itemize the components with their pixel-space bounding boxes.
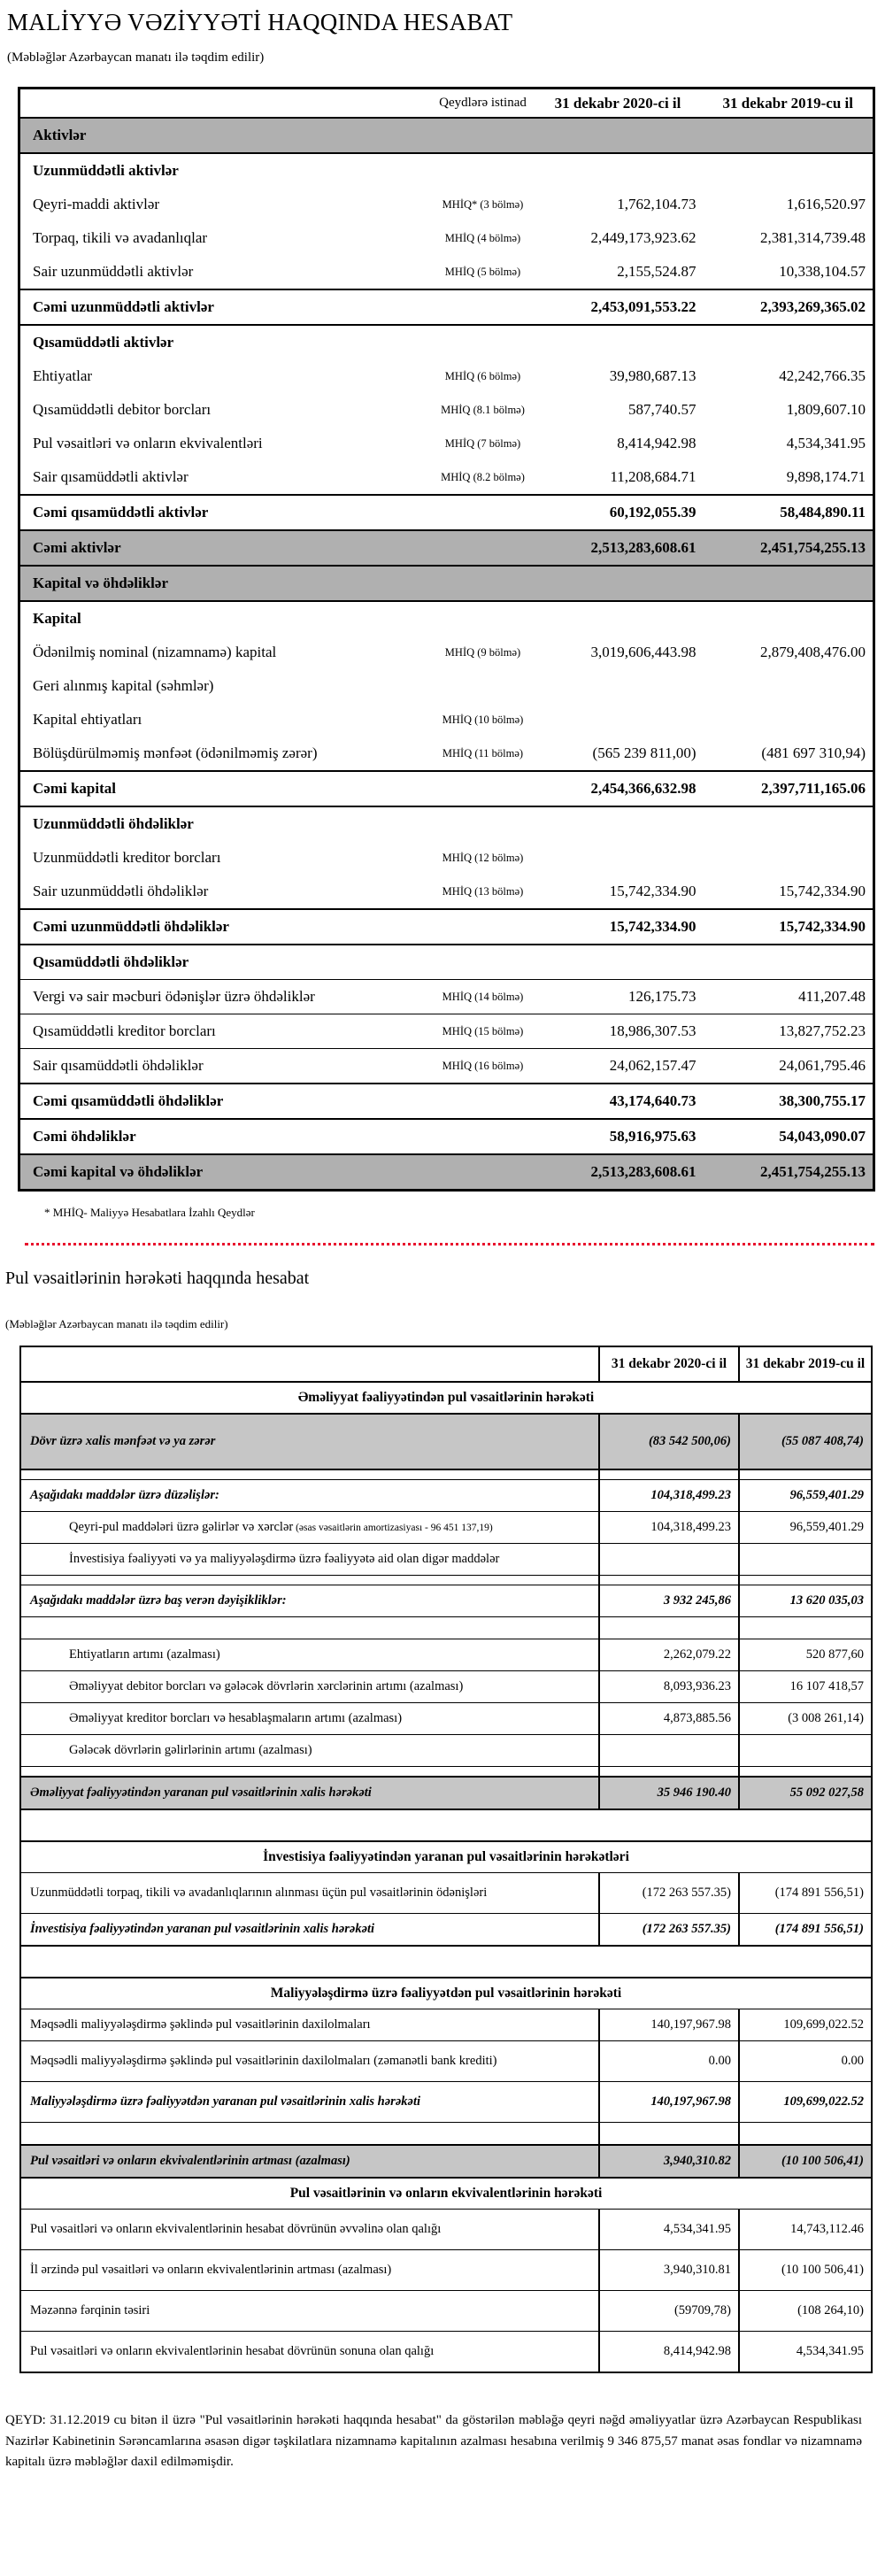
cash-flow-row: [20, 2041, 872, 2082]
cash-flow-row: [20, 1777, 872, 1809]
value-2020: 104,318,499.23: [599, 1480, 739, 1512]
row-label: Uzunmüddətli aktivlər: [33, 162, 179, 180]
note-ref: [434, 1119, 533, 1154]
note-ref: [434, 669, 533, 703]
balance-sheet-row: [19, 221, 874, 255]
table-gap: [20, 1946, 872, 1978]
row-label: Qısamüddətli öhdəliklər: [33, 953, 189, 971]
cash-flow-row: [20, 1946, 872, 1978]
row-label: Qeyri-pul maddələri üzrə gəlirlər və xərclər (əsas vəsaitlərin amortizasiyası - 96 451 137,19): [20, 1512, 599, 1544]
value-2020: 15,742,334.90: [533, 909, 704, 945]
cash-flow-row: [20, 2145, 872, 2178]
row-label: İl ərzində pul vəsaitləri və onların ekvivalentlərinin artması (azalması): [20, 2250, 599, 2291]
value-2019: 4,534,341.95: [739, 2332, 872, 2373]
note-ref: [434, 601, 533, 636]
value-2019: 10,338,104.57: [779, 263, 866, 281]
value-2019: [739, 1544, 872, 1576]
row-label: Qısamüddətli kreditor borcları: [19, 1014, 434, 1049]
value-2019: 1,809,607.10: [786, 401, 866, 419]
cash-flow-table: [19, 1346, 873, 2373]
balance-sheet-row: [19, 841, 874, 875]
section-label: Pul vəsaitlərinin və onların ekvivalentlərinin hərəkəti: [20, 2178, 872, 2210]
balance-sheet-row: [19, 636, 874, 669]
value-2020: 0.00: [599, 2041, 739, 2082]
note-ref: MHİQ (8.2 bölmə): [441, 470, 525, 483]
balance-sheet-row: [19, 153, 874, 188]
value-2020: 3 932 245,86: [599, 1585, 739, 1617]
column-header-2019: 31 dekabr 2019-cu il: [704, 89, 874, 119]
value-2020: 24,062,157.47: [533, 1049, 704, 1084]
value-2020: [533, 703, 704, 737]
spacer-cell: [739, 1617, 872, 1639]
row-label: Cəmi kapital: [19, 771, 434, 806]
value-2020: 2,449,173,923.62: [590, 229, 696, 247]
value-2019: (481 697 310,94): [761, 744, 866, 762]
row-label: Vergi və sair məcburi ödənişlər üzrə öhdəliklər: [19, 980, 434, 1014]
note-ref: [434, 289, 533, 325]
value-2020: 4,873,885.56: [599, 1703, 739, 1735]
note-ref: [434, 153, 533, 188]
value-2019: 109,699,022.52: [739, 2009, 872, 2041]
value-2020: [533, 601, 704, 636]
cash-flow-row: [20, 1639, 872, 1671]
section-label: Kapital və öhdəliklər: [19, 566, 874, 601]
cash-flow-row: [20, 1767, 872, 1778]
cash-flow-title: Pul vəsaitlərinin hərəkəti haqqında hesabat: [5, 1269, 310, 1289]
balance-sheet-row: [19, 1014, 874, 1049]
row-label: Aşağıdakı maddələr üzrə düzəlişlər:: [20, 1480, 599, 1512]
section-label: Əməliyyat fəaliyyətindən pul vəsaitlərinin hərəkəti: [20, 1382, 872, 1414]
balance-sheet-row: [19, 530, 874, 566]
balance-sheet-row: [19, 875, 874, 909]
spacer-cell: [739, 1767, 872, 1778]
balance-sheet-row: [19, 1154, 874, 1191]
page-subtitle: (Məbləğlər Azərbaycan manatı ilə təqdim edilir): [7, 50, 265, 65]
value-2020: (565 239 811,00): [592, 744, 696, 762]
balance-sheet-row: [19, 703, 874, 737]
value-2019: 0.00: [739, 2041, 872, 2082]
value-2020: [599, 1544, 739, 1576]
value-2019: 96,559,401.29: [739, 1480, 872, 1512]
cash-flow-row: [20, 1841, 872, 1873]
value-2020: 15,742,334.90: [609, 883, 696, 900]
table-gap: [20, 1809, 872, 1841]
row-label: Qeyri-maddi aktivlər: [33, 196, 160, 213]
cash-flow-row: [20, 2178, 872, 2210]
balance-sheet-row: [19, 909, 874, 945]
value-2019: 38,300,755.17: [704, 1084, 874, 1119]
note-ref: [434, 771, 533, 806]
value-2020: 140,197,967.98: [599, 2082, 739, 2123]
balance-sheet-row: [19, 289, 874, 325]
spacer-cell: [20, 1767, 599, 1778]
cash-flow-row: [20, 2082, 872, 2123]
value-2020: 2,262,079.22: [599, 1639, 739, 1671]
note-ref: MHİQ (10 bölmə): [442, 713, 524, 726]
notes-column-header: Qeydlərə istinad: [434, 89, 533, 119]
value-2019: 109,699,022.52: [739, 2082, 872, 2123]
row-label: Bölüşdürülməmiş mənfəət (ödənilməmiş zərər): [33, 744, 318, 762]
value-2020: 35 946 190.40: [599, 1777, 739, 1809]
spacer-cell: [20, 1469, 599, 1480]
value-2020: 1,762,104.73: [617, 196, 696, 213]
note-ref: MHİQ (8.1 bölmə): [441, 403, 525, 416]
cash-flow-row: [20, 2250, 872, 2291]
value-2019: 16 107 418,57: [739, 1671, 872, 1703]
row-label-note: (əsas vəsaitlərin amortizasiyası - 96 451 137,19): [293, 1523, 493, 1534]
value-2020: 126,175.73: [533, 980, 704, 1014]
value-2020: [533, 945, 704, 980]
cash-flow-row: [20, 2332, 872, 2373]
row-label: Uzunmüddətli kreditor borcları: [33, 849, 221, 867]
cash-flow-row: [20, 1585, 872, 1617]
value-2020: 2,513,283,608.61: [533, 530, 704, 566]
row-label: Sair uzunmüddətli öhdəliklər: [33, 883, 209, 900]
row-label: Uzunmüddətli torpaq, tikili və avadanlıqlarının alınması üçün pul vəsaitlərinin ödənişləri: [20, 1873, 599, 1914]
balance-sheet-footnote: * MHİQ- Maliyyə Hesabatlara İzahlı Qeydlər: [44, 1206, 255, 1220]
value-2019: 2,451,754,255.13: [704, 1154, 874, 1191]
row-label: Maliyyələşdirmə üzrə fəaliyyətdən yaranan pul vəsaitlərinin xalis hərəkəti: [20, 2082, 599, 2123]
value-2020: (172 263 557.35): [599, 1873, 739, 1914]
column-header-2020: 31 dekabr 2020-ci il: [599, 1346, 739, 1382]
section-label: Maliyyələşdirmə üzrə fəaliyyətdən pul vəsaitlərinin hərəkəti: [20, 1978, 872, 2009]
value-2020: 2,453,091,553.22: [533, 289, 704, 325]
value-2020: [533, 841, 704, 875]
column-header-2019: 31 dekabr 2019-cu il: [739, 1346, 872, 1382]
row-label: Kapital: [33, 610, 81, 628]
value-2020: 8,093,936.23: [599, 1671, 739, 1703]
cash-flow-row: [20, 1382, 872, 1414]
spacer-cell: [20, 1576, 599, 1585]
value-2020: 60,192,055.39: [533, 495, 704, 530]
value-2019: 15,742,334.90: [704, 909, 874, 945]
balance-sheet-header-row: [19, 89, 874, 119]
value-2019: (3 008 261,14): [739, 1703, 872, 1735]
row-label: Əməliyyat kreditor borcları və hesablaşmaların artımı (azalması): [20, 1703, 599, 1735]
value-2019: [704, 325, 874, 359]
row-label: Qısamüddətli debitor borcları: [33, 401, 212, 419]
note-ref: [434, 1084, 533, 1119]
balance-sheet-row: [19, 669, 874, 703]
balance-sheet-body: [19, 118, 874, 1191]
row-label: Pul vəsaitləri və onların ekvivalentlərinin artması (azalması): [20, 2145, 599, 2178]
value-2019: 2,397,711,165.06: [704, 771, 874, 806]
section-label: İnvestisiya fəaliyyətindən yaranan pul vəsaitlərinin hərəkətləri: [20, 1841, 872, 1873]
row-label: Dövr üzrə xalis mənfəət və ya zərər: [20, 1414, 599, 1469]
row-label: Geri alınmış kapital (səhmlər): [33, 677, 214, 695]
value-2019: (174 891 556,51): [739, 1873, 872, 1914]
cash-flow-row: [20, 1671, 872, 1703]
value-2019: [704, 806, 874, 841]
bottom-note: QEYD: 31.12.2019 cu bitən il üzrə "Pul vəsaitlərinin hərəkəti haqqında hesabat" da göstərilən məbləğə qeyri nəğd əməliyyatlar üzrə Azərbaycan Respublikası Nazirlər Kabinetinin Sərəncamlarına əsasən digər təşkilatlara nizamnamə kapitalının azalması hesabına verilmiş 9 346 875,57 manat əsas fondlar və nizamnamə kapitalı üzrə məbləğlər daxil edilməmişdir.: [5, 2413, 862, 2469]
value-2019: (174 891 556,51): [739, 1914, 872, 1947]
value-2020: 2,155,524.87: [617, 263, 696, 281]
balance-sheet-row: [19, 359, 874, 393]
row-label: Məqsədli maliyyələşdirmə şəklində pul vəsaitlərinin daxilolmaları: [20, 2009, 599, 2041]
cash-flow-row: [20, 1978, 872, 2009]
row-label: Sair qısamüddətli aktivlər: [33, 468, 189, 486]
cash-flow-row: [20, 1914, 872, 1947]
column-header-2020: 31 dekabr 2020-ci il: [533, 89, 704, 119]
note-ref: [434, 909, 533, 945]
cash-flow-row: [20, 1873, 872, 1914]
cash-flow-row: [20, 1414, 872, 1469]
row-label: Sair uzunmüddətli aktivlər: [33, 263, 194, 281]
spacer-cell: [599, 2123, 739, 2146]
value-2020: 3,940,310.82: [599, 2145, 739, 2178]
row-label: Kapital ehtiyatları: [33, 711, 142, 729]
balance-sheet-row: [19, 393, 874, 427]
note-ref: [434, 945, 533, 980]
cash-flow-row: [20, 1512, 872, 1544]
value-2019: 2,381,314,739.48: [760, 229, 866, 247]
empty-header-cell: [19, 89, 434, 119]
value-2019: 55 092 027,58: [739, 1777, 872, 1809]
value-2020: (172 263 557.35): [599, 1914, 739, 1947]
value-2019: 54,043,090.07: [704, 1119, 874, 1154]
cash-flow-row: [20, 1480, 872, 1512]
value-2020: 8,414,942.98: [599, 2332, 739, 2373]
value-2020: 11,208,684.71: [610, 468, 696, 486]
note-ref: MHİQ (5 bölmə): [444, 265, 521, 278]
row-label: Pul vəsaitləri və onların ekvivalentlərinin hesabat dövrünün əvvəlinə olan qalığı: [20, 2210, 599, 2250]
value-2019: 15,742,334.90: [779, 883, 866, 900]
note-ref: [434, 495, 533, 530]
page-title: MALİYYƏ VƏZİYYƏTİ HAQQINDA HESABAT: [7, 9, 513, 35]
row-label: Əməliyyat fəaliyyətindən yaranan pul vəsaitlərinin xalis hərəkəti: [20, 1777, 599, 1809]
note-ref: MHİQ (13 bölmə): [442, 884, 524, 898]
cash-flow-body: [20, 1382, 872, 2372]
value-2019: 14,743,112.46: [739, 2210, 872, 2250]
value-2019: 24,061,795.46: [704, 1049, 874, 1084]
value-2019: 96,559,401.29: [739, 1512, 872, 1544]
value-2019: 58,484,890.11: [704, 495, 874, 530]
value-2020: 2,454,366,632.98: [533, 771, 704, 806]
balance-sheet-row: [19, 737, 874, 771]
value-2020: [599, 1735, 739, 1767]
row-label: Torpaq, tikili və avadanlıqlar: [33, 229, 208, 247]
value-2019: [739, 1735, 872, 1767]
value-2019: 9,898,174.71: [786, 468, 866, 486]
note-ref: MHİQ (12 bölmə): [442, 851, 524, 864]
value-2019: [704, 703, 874, 737]
note-ref: MHİQ (16 bölmə): [434, 1049, 533, 1084]
cash-flow-row: [20, 2009, 872, 2041]
value-2019: (10 100 506,41): [739, 2250, 872, 2291]
value-2019: [704, 669, 874, 703]
balance-sheet-row: [19, 1049, 874, 1084]
row-label: Ehtiyatlar: [33, 367, 93, 385]
spacer-cell: [20, 2123, 599, 2146]
spacer-cell: [599, 1576, 739, 1585]
note-ref: [434, 1154, 533, 1191]
balance-sheet-row: [19, 325, 874, 359]
spacer-cell: [599, 1469, 739, 1480]
cash-flow-row: [20, 1544, 872, 1576]
value-2020: 4,534,341.95: [599, 2210, 739, 2250]
balance-sheet-row: [19, 188, 874, 221]
value-2019: [704, 601, 874, 636]
row-label: Əməliyyat debitor borcları və gələcək dövrlərin xərclərinin artımı (azalması): [20, 1671, 599, 1703]
value-2020: [533, 806, 704, 841]
value-2019: [704, 945, 874, 980]
value-2019: 4,534,341.95: [786, 435, 866, 452]
cash-flow-header-row: [20, 1346, 872, 1382]
row-label: Cəmi qısamüddətli aktivlər: [19, 495, 434, 530]
value-2019: [704, 841, 874, 875]
row-label: Məzənnə fərqinin təsiri: [20, 2291, 599, 2332]
cash-flow-row: [20, 2210, 872, 2250]
row-label: Cəmi uzunmüddətli öhdəliklər: [19, 909, 434, 945]
balance-sheet-row: [19, 1084, 874, 1119]
value-2019: 2,451,754,255.13: [704, 530, 874, 566]
balance-sheet-row: [19, 460, 874, 495]
cash-flow-row: [20, 1703, 872, 1735]
value-2019: 13,827,752.23: [704, 1014, 874, 1049]
value-2020: [533, 325, 704, 359]
row-label: Sair qısamüddətli öhdəliklər: [19, 1049, 434, 1084]
row-label: Cəmi kapital və öhdəliklər: [19, 1154, 434, 1191]
value-2020: [533, 153, 704, 188]
row-label: Qısamüddətli aktivlər: [33, 334, 174, 351]
value-2020: 587,740.57: [628, 401, 696, 419]
balance-sheet-row: [19, 427, 874, 460]
value-2020: 3,019,606,443.98: [590, 644, 696, 661]
cash-flow-subtitle: (Məbləğlər Azərbaycan manatı ilə təqdim edilir): [5, 1317, 228, 1331]
row-label: Ödənilmiş nominal (nizamnamə) kapital: [33, 644, 277, 661]
row-label: Pul vəsaitləri və onların ekvivalentləri: [33, 435, 263, 452]
row-label: Cəmi aktivlər: [19, 530, 434, 566]
row-label: Cəmi öhdəliklər: [19, 1119, 434, 1154]
cash-flow-row: [20, 1469, 872, 1480]
value-2020: 39,980,687.13: [609, 367, 696, 385]
cash-flow-row: [20, 1576, 872, 1585]
note-ref: MHİQ (14 bölmə): [434, 980, 533, 1014]
value-2020: 104,318,499.23: [599, 1512, 739, 1544]
balance-sheet-row: [19, 118, 874, 153]
row-label: İnvestisiya fəaliyyəti və ya maliyyələşdirmə üzrə fəaliyyətə aid olan digər maddələr: [20, 1544, 599, 1576]
value-2020: 2,513,283,608.61: [533, 1154, 704, 1191]
row-label: Məqsədli maliyyələşdirmə şəklində pul vəsaitlərinin daxilolmaları (zəmanətli bank krediti): [20, 2041, 599, 2082]
spacer-cell: [599, 1617, 739, 1639]
value-2019: 13 620 035,03: [739, 1585, 872, 1617]
balance-sheet-row: [19, 945, 874, 980]
spacer-cell: [599, 1767, 739, 1778]
spacer-cell: [20, 1617, 599, 1639]
value-2020: 3,940,310.81: [599, 2250, 739, 2291]
spacer-cell: [739, 1576, 872, 1585]
value-2020: 8,414,942.98: [617, 435, 696, 452]
value-2019: [704, 153, 874, 188]
note-ref: [434, 530, 533, 566]
cash-flow-row: [20, 1809, 872, 1841]
note-ref: MHİQ (9 bölmə): [444, 645, 521, 659]
value-2019: (108 264,10): [739, 2291, 872, 2332]
value-2019: 42,242,766.35: [779, 367, 866, 385]
balance-sheet-row: [19, 1119, 874, 1154]
row-label: İnvestisiya fəaliyyətindən yaranan pul vəsaitlərinin xalis hərəkəti: [20, 1914, 599, 1947]
cash-flow-row: [20, 1735, 872, 1767]
value-2019: 2,393,269,365.02: [704, 289, 874, 325]
note-ref: MHİQ (6 bölmə): [444, 369, 521, 382]
value-2020: 18,986,307.53: [533, 1014, 704, 1049]
row-label: Uzunmüddətli öhdəliklər: [33, 815, 194, 833]
value-2020: (83 542 500,06): [599, 1414, 739, 1469]
empty-header-cell: [20, 1346, 599, 1382]
row-label: Cəmi qısamüddətli öhdəliklər: [19, 1084, 434, 1119]
value-2020: (59709,78): [599, 2291, 739, 2332]
balance-sheet-row: [19, 495, 874, 530]
balance-sheet-row: [19, 601, 874, 636]
balance-sheet-row: [19, 980, 874, 1014]
value-2020: [533, 669, 704, 703]
value-2019: 411,207.48: [704, 980, 874, 1014]
row-label: Ehtiyatların artımı (azalması): [20, 1639, 599, 1671]
value-2019: 1,616,520.97: [786, 196, 866, 213]
section-label: Aktivlər: [19, 118, 874, 153]
row-label: Aşağıdakı maddələr üzrə baş verən dəyişikliklər:: [20, 1585, 599, 1617]
value-2019: 2,879,408,476.00: [760, 644, 866, 661]
cash-flow-row: [20, 2291, 872, 2332]
balance-sheet-row: [19, 566, 874, 601]
note-ref: MHİQ (15 bölmə): [434, 1014, 533, 1049]
cash-flow-row: [20, 2123, 872, 2146]
balance-sheet-row: [19, 806, 874, 841]
cash-flow-row: [20, 1617, 872, 1639]
note-ref: MHİQ (11 bölmə): [442, 746, 524, 760]
note-ref: MHİQ (7 bölmə): [444, 436, 521, 450]
row-label: Pul vəsaitləri və onların ekvivalentlərinin hesabat dövrünün sonuna olan qalığı: [20, 2332, 599, 2373]
balance-sheet-table: [18, 87, 875, 1192]
note-ref: [434, 806, 533, 841]
spacer-cell: [739, 1469, 872, 1480]
row-label: Gələcək dövrlərin gəlirlərinin artımı (azalması): [20, 1735, 599, 1767]
note-ref: [434, 325, 533, 359]
balance-sheet-row: [19, 255, 874, 289]
row-label: Cəmi uzunmüddətli aktivlər: [19, 289, 434, 325]
value-2019: (10 100 506,41): [739, 2145, 872, 2178]
red-dotted-divider: [25, 1243, 874, 1246]
spacer-cell: [739, 2123, 872, 2146]
value-2019: 520 877,60: [739, 1639, 872, 1671]
value-2020: 43,174,640.73: [533, 1084, 704, 1119]
value-2020: 58,916,975.63: [533, 1119, 704, 1154]
note-ref: MHİQ* (3 bölmə): [442, 197, 524, 211]
note-ref: MHİQ (4 bölmə): [444, 231, 521, 244]
value-2019: (55 087 408,74): [739, 1414, 872, 1469]
balance-sheet-row: [19, 771, 874, 806]
value-2020: 140,197,967.98: [599, 2009, 739, 2041]
